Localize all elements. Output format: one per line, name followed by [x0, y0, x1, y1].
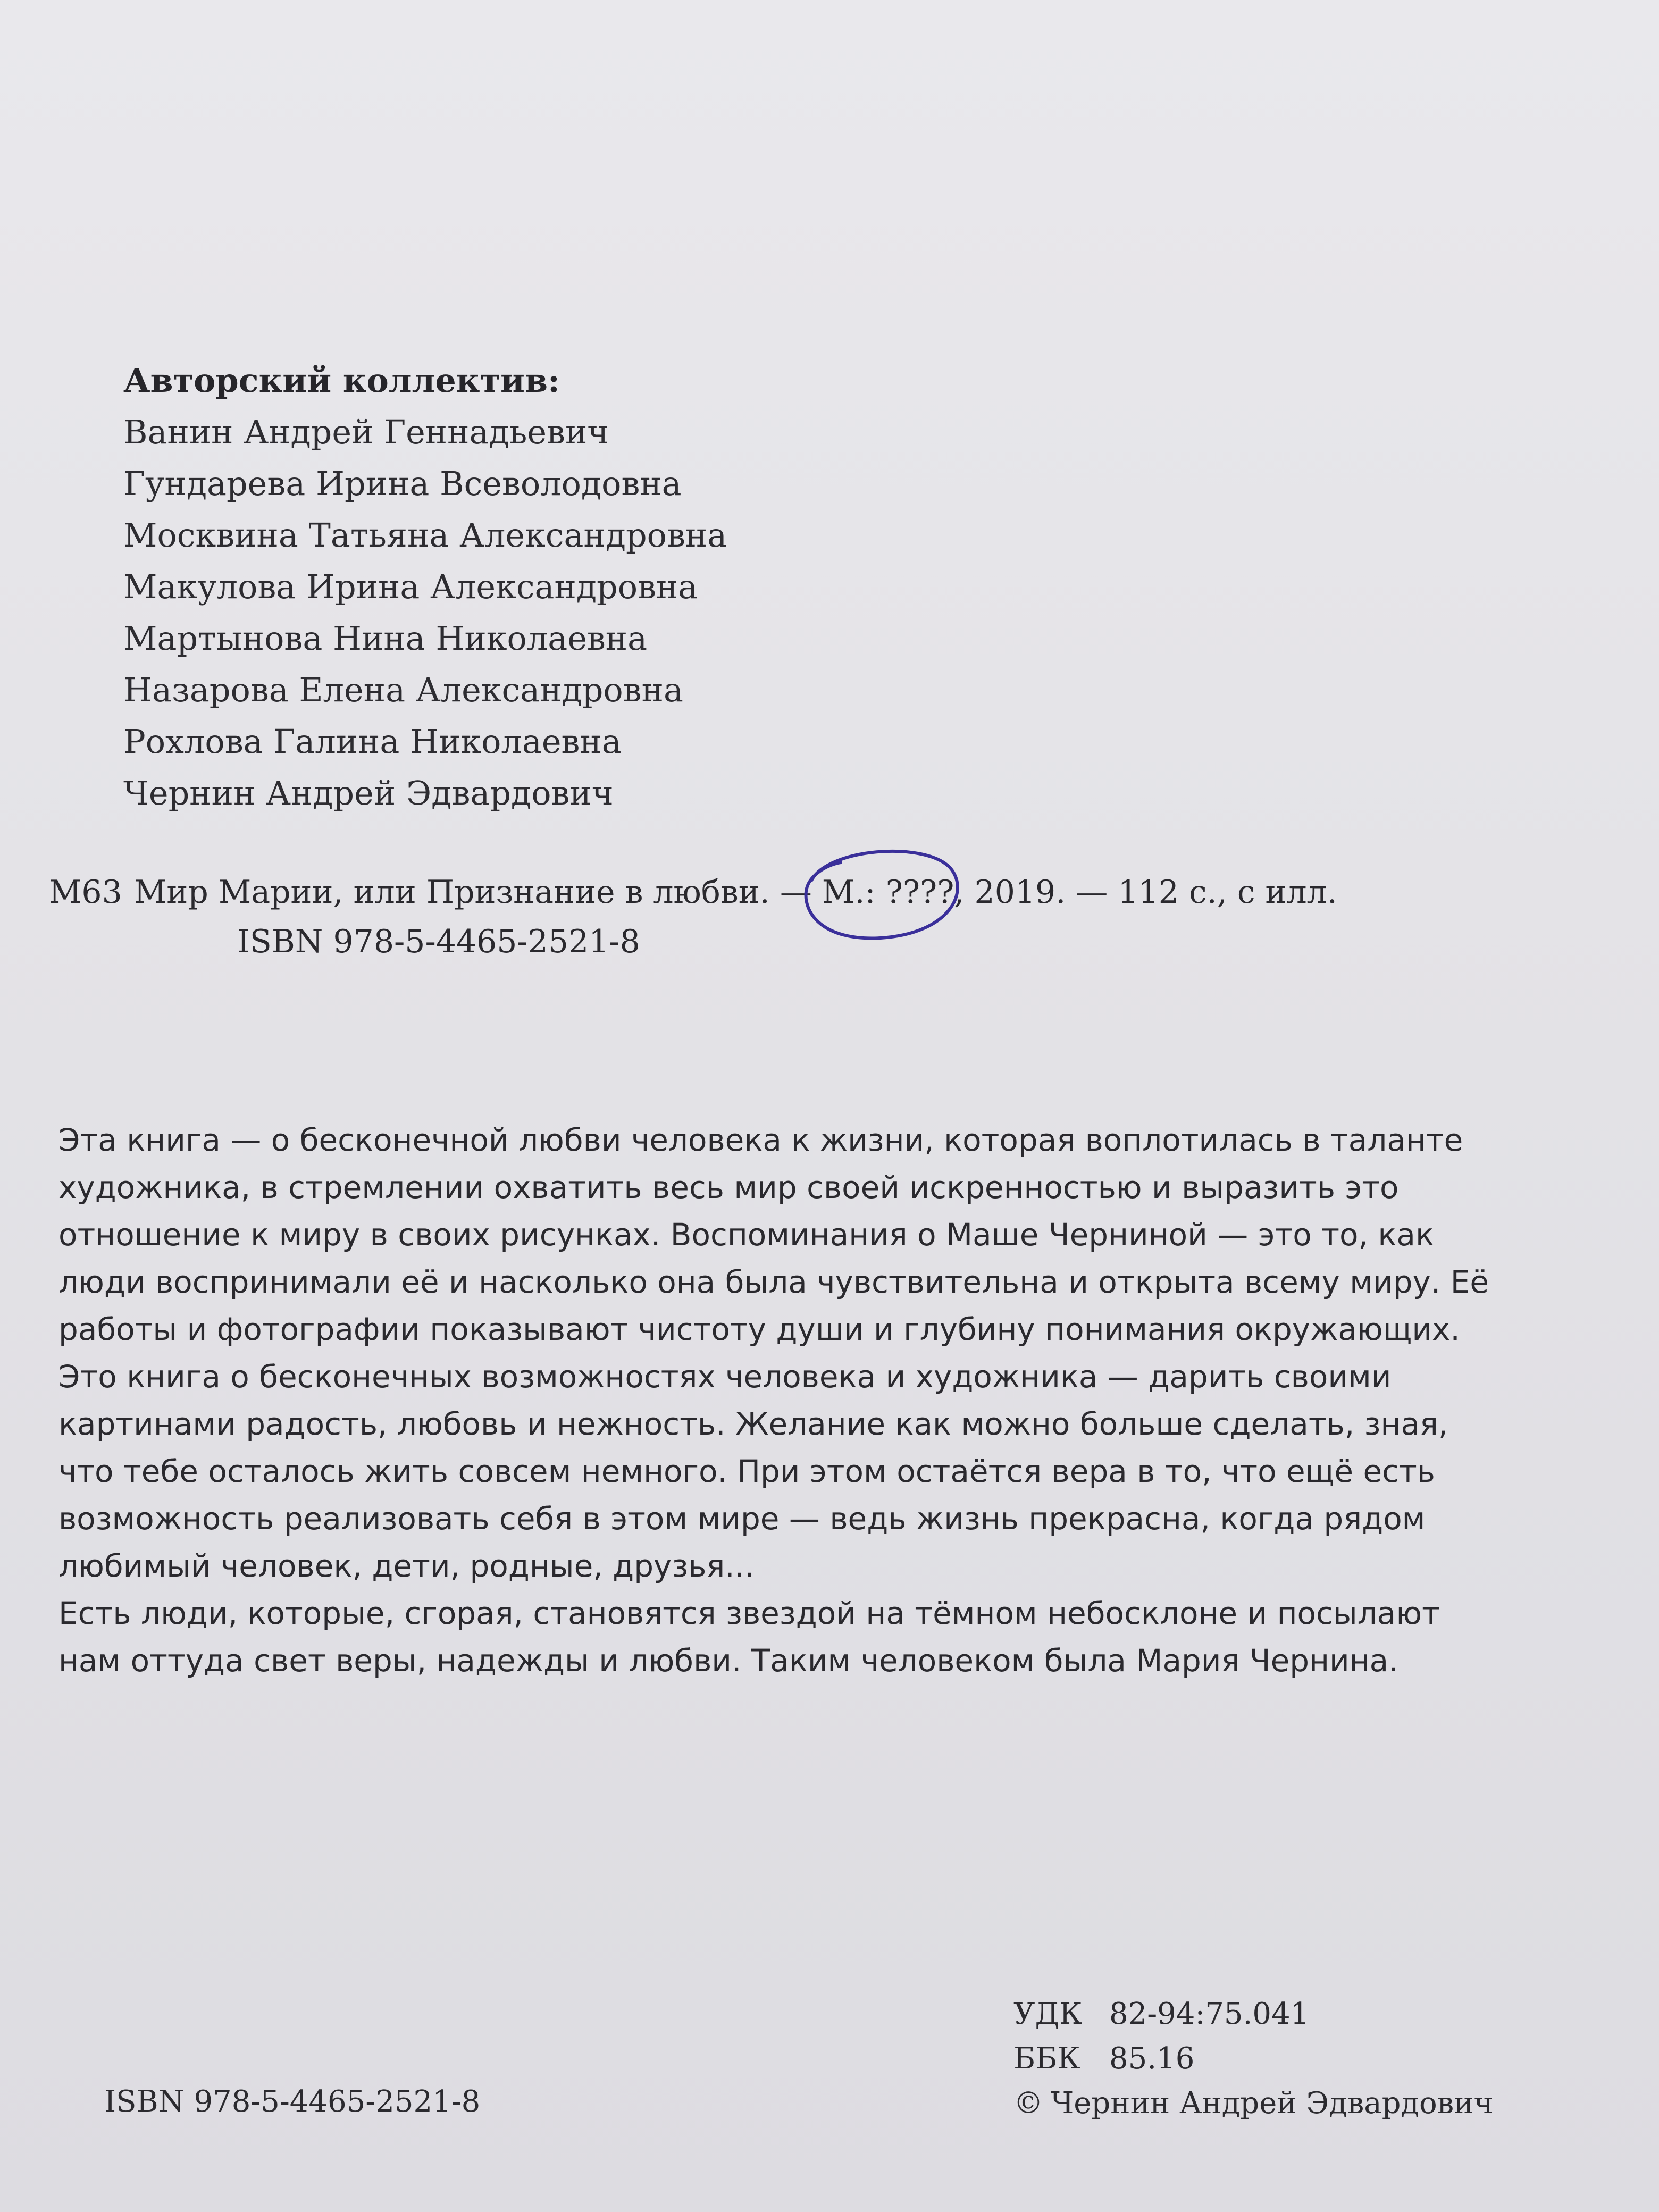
publisher-circled [822, 867, 965, 918]
classification-block [1013, 1992, 1494, 2126]
author-name: Макулова Ирина Александровна [123, 567, 698, 606]
isbn-line: ISBN 978-5-4465-2521-8 [237, 923, 640, 960]
footer-isbn: ISBN 978-5-4465-2521-8 [104, 2084, 481, 2119]
copyright-holder: Чернин Андрей Эдвардович [1051, 2086, 1494, 2121]
copyright-icon: © [1013, 2086, 1043, 2121]
author-sign-code: М63 [49, 874, 122, 911]
book-title: Мир Марии, или Признание в любви. — [134, 874, 822, 911]
book-annotation [58, 1117, 1505, 1685]
author-name: Чернин Андрей Эдвардович [123, 774, 614, 812]
bibliographic-line [49, 867, 1337, 918]
annotation-paragraph: Это книга о бесконечных возможностях человека и художника — дарить своими картинами радость, любовь и нежность. Желание как можно больше сделать, зная, что тебе осталось жить совсем немного. При этом остаётся вера в то, что ещё есть возможность реализовать себя в этом мире — ведь жизнь прекрасна, когда рядом любимый человек, дети, родные, друзья... [58, 1359, 1448, 1584]
publisher: М.: ????, [822, 874, 965, 911]
bbk-value: 85.16 [1109, 2041, 1195, 2076]
author-name: Рохлова Галина Николаевна [123, 722, 622, 761]
annotation-paragraph: Эта книга — о бесконечной любви человека к жизни, которая воплотилась в таланте художника, в стремлении охватить весь мир своей искренностью и выразить это отношение к миру в своих рисунках. Воспоминания о Маше Черниной — это то, как люди воспринимали её и насколько она была чувствительна и открыта всему миру. Её работы и фотографии показывают чистоту души и глубину понимания окружающих. [58, 1122, 1489, 1347]
author-name: Гундарева Ирина Всеволодовна [123, 464, 682, 503]
udk-value: 82-94:75.041 [1109, 1997, 1310, 2031]
copyright-row [1013, 2081, 1494, 2126]
bbk-row [1013, 2037, 1494, 2081]
udk-label: УДК [1013, 1997, 1083, 2031]
author-name: Мартынова Нина Николаевна [123, 619, 648, 658]
udk-row [1013, 1992, 1494, 2037]
bibliographic-record [49, 867, 1337, 966]
author-name: Назарова Елена Александровна [123, 671, 683, 709]
author-collective-heading: Авторский коллектив: [123, 361, 560, 400]
publication-details: 2019. — 112 с., с илл. [964, 874, 1337, 911]
bbk-label: ББК [1013, 2041, 1080, 2076]
author-name: Москвина Татьяна Александровна [123, 516, 727, 555]
annotation-paragraph: Есть люди, которые, сгорая, становятся звездой на тёмном небосклоне и посылают нам оттуда свет веры, надежды и любви. Таким человеком была Мария Чернина. [58, 1595, 1440, 1679]
author-collective [123, 355, 727, 819]
author-name: Ванин Андрей Геннадьевич [123, 413, 609, 451]
